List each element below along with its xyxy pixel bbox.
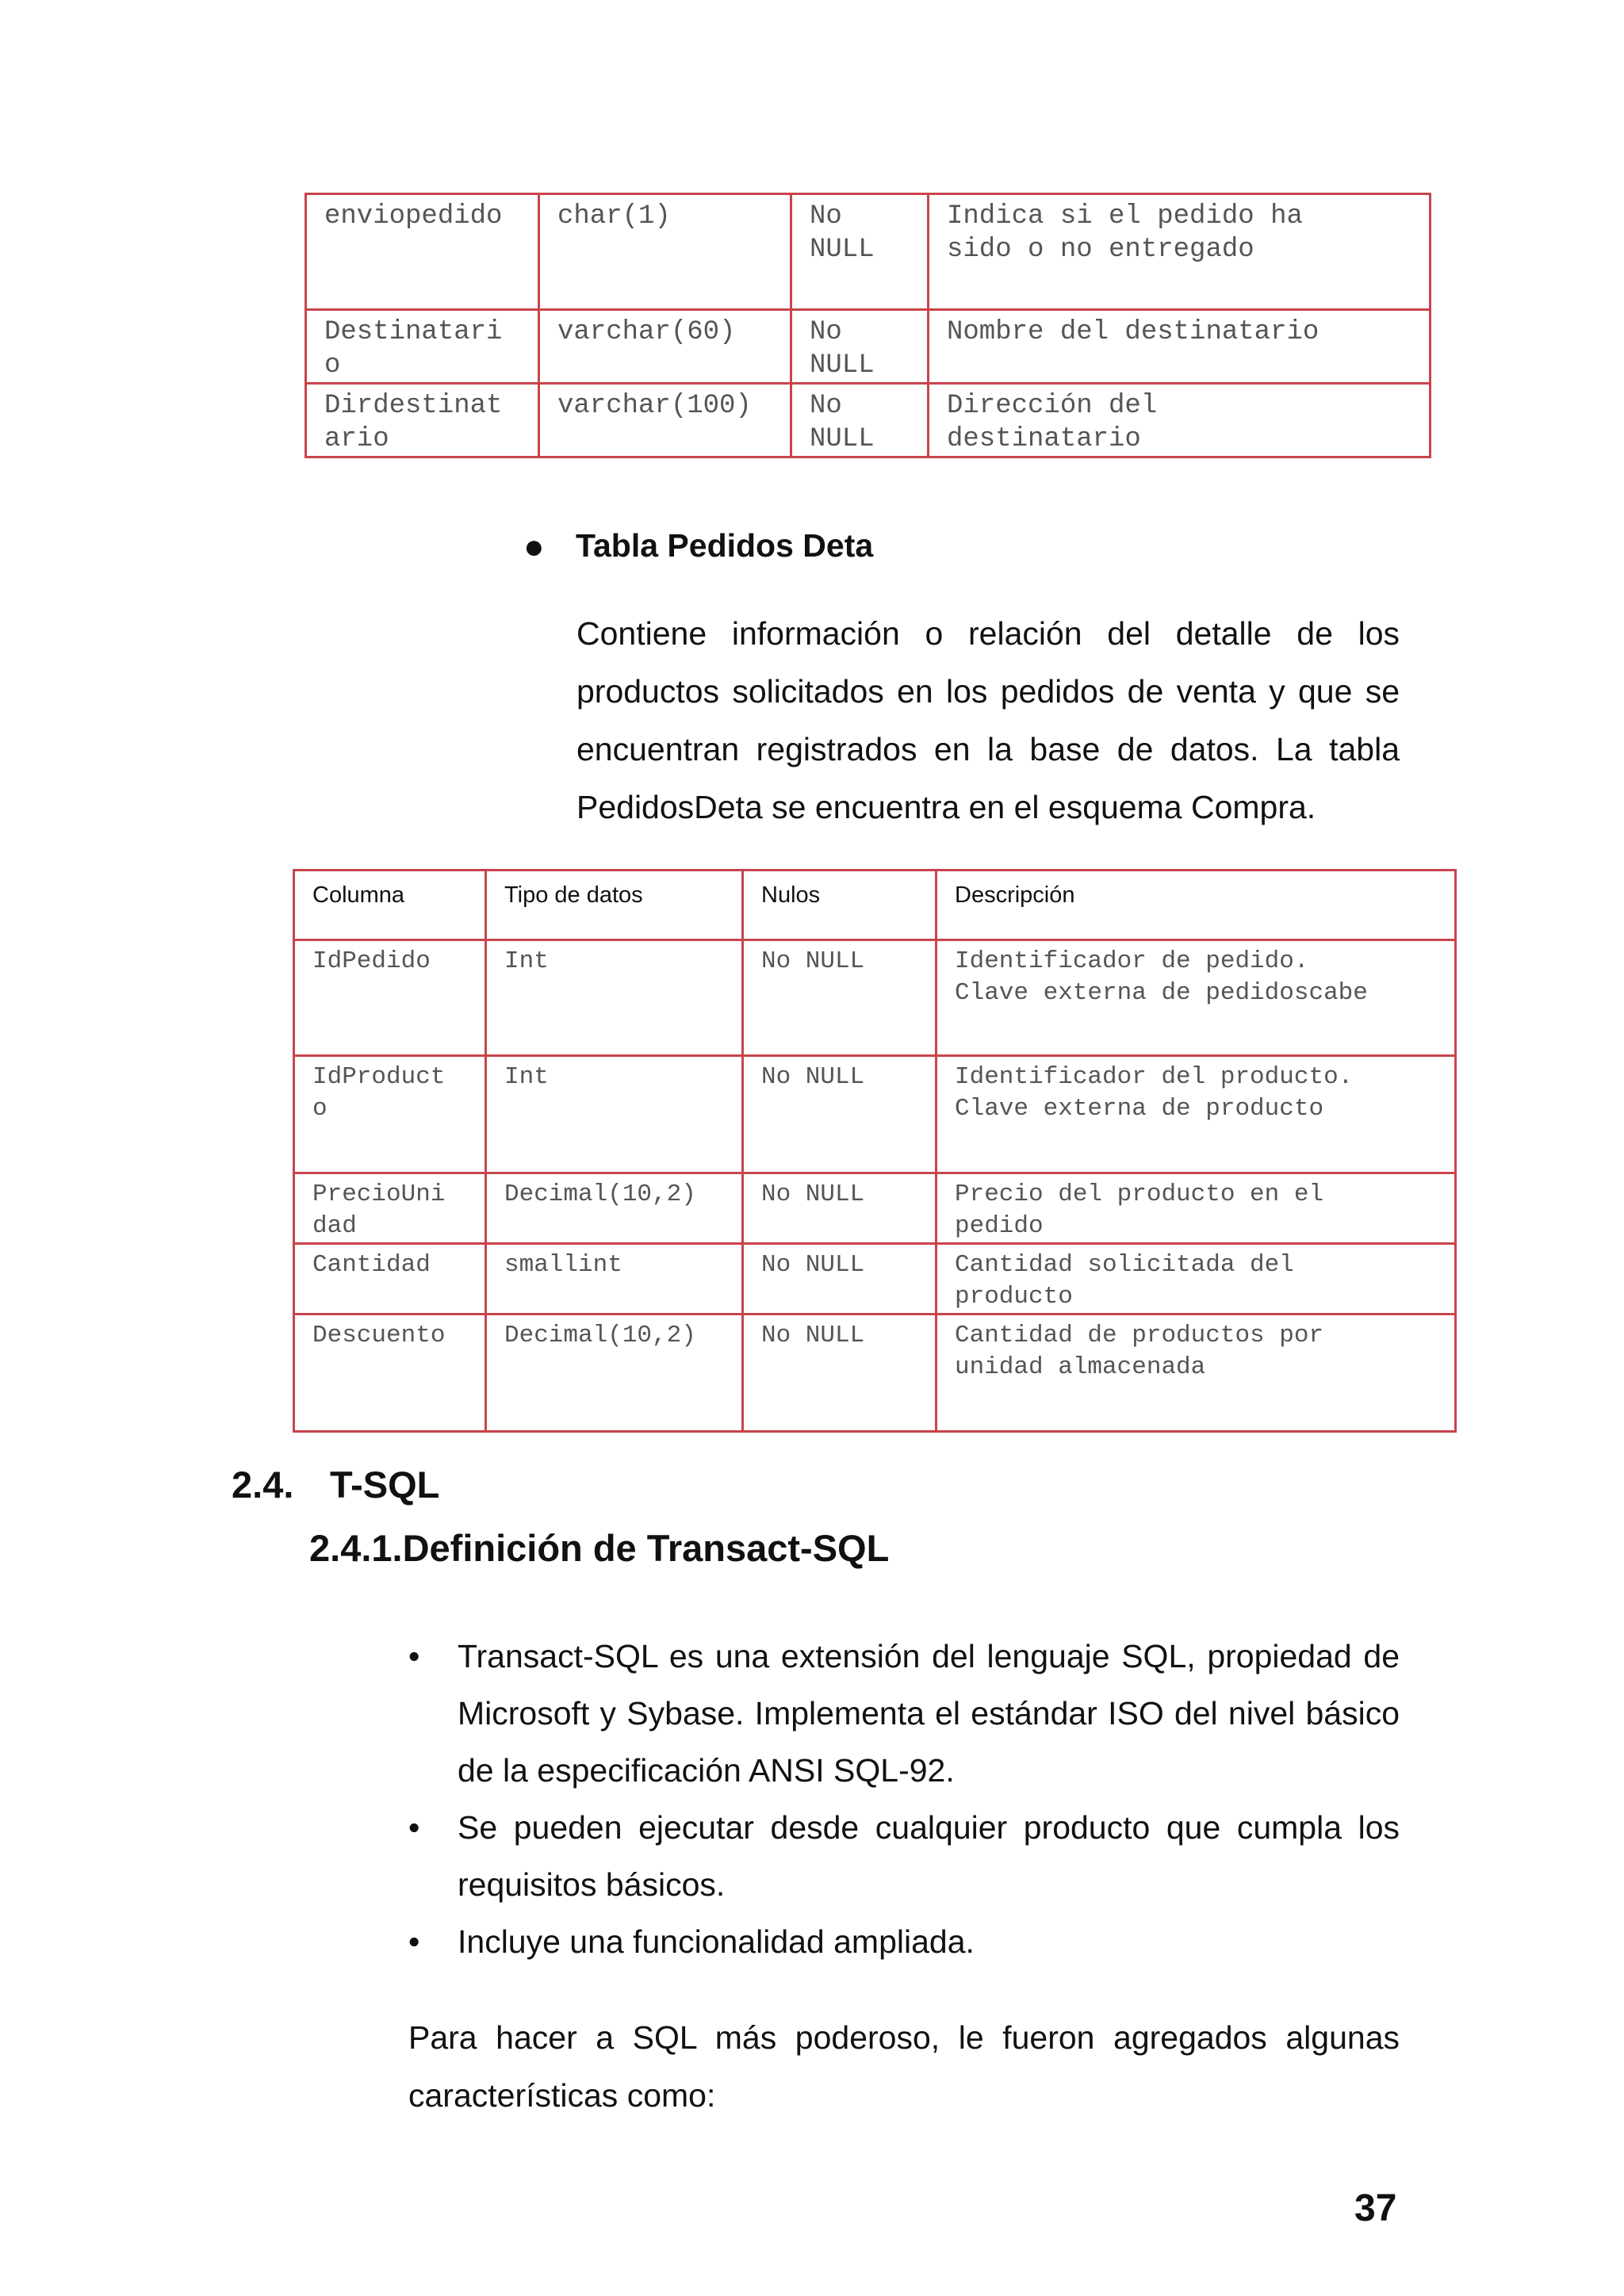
table-cell: No NULL (743, 1173, 936, 1244)
table-cell: No NULL (791, 310, 929, 384)
table-cell: Cantidad (294, 1244, 486, 1314)
table-cell: varchar(60) (539, 310, 791, 384)
table-cell: Int (486, 1056, 743, 1173)
table-cell: Identificador de pedido. Clave externa de pedidoscabe (936, 940, 1456, 1056)
list-item-text: Incluye una funcionalidad ampliada. (458, 1923, 975, 1960)
closing-paragraph: Para hacer a SQL más poderoso, le fueron agregados algunas características como: (408, 2019, 1400, 2114)
page-number: 37 (1354, 2187, 1397, 2229)
table-cell: char(1) (539, 194, 791, 310)
table-cell: IdProduct o (294, 1056, 486, 1173)
list-item (408, 1799, 1400, 1913)
table-row (294, 1173, 1456, 1244)
table-row (294, 1244, 1456, 1314)
table-cell: IdPedido (294, 940, 486, 1056)
table-cell: Dirdestinat ario (306, 384, 539, 457)
list-item-text: Se pueden ejecutar desde cualquier producto que cumpla los requisitos básicos. (458, 1809, 1400, 1903)
column-header: Nulos (743, 871, 936, 940)
table-cell: Cantidad de productos por unidad almacenada (936, 1314, 1456, 1432)
table-cell: varchar(100) (539, 384, 791, 457)
table-cell: Descuento (294, 1314, 486, 1432)
table-cell: Indica si el pedido ha sido o no entregado (929, 194, 1431, 310)
table-cell: PrecioUni dad (294, 1173, 486, 1244)
table-row (294, 1056, 1456, 1173)
table-row (306, 310, 1431, 384)
table-row (306, 194, 1431, 310)
bullet-marker: • (408, 1923, 420, 1960)
column-header: Descripción (936, 871, 1456, 940)
table-cell: Decimal(10,2) (486, 1173, 743, 1244)
list-item (408, 1628, 1400, 1799)
section-heading-title: T-SQL (330, 1464, 440, 1506)
table-cell: No NULL (743, 940, 936, 1056)
table-cell: No NULL (743, 1056, 936, 1173)
table-cell: Precio del producto en el pedido (936, 1173, 1456, 1244)
table-pedidos-deta (293, 869, 1457, 1433)
table-cell: No NULL (791, 194, 929, 310)
table-cell: Identificador del producto. Clave externa de producto (936, 1056, 1456, 1173)
table-cell: enviopedido (306, 194, 539, 310)
bullet-marker: ● (523, 527, 545, 566)
table-cell: Nombre del destinatario (929, 310, 1431, 384)
list-item (408, 1913, 1400, 1970)
table-pedidos-continuation (304, 193, 1431, 458)
table-header-row (294, 871, 1456, 940)
list-item-text: Transact-SQL es una extensión del lenguaje SQL, propiedad de Microsoft y Sybase. Implementa el estándar ISO del nivel básico de la especificación ANSI SQL-92. (458, 1638, 1400, 1789)
table-row (306, 384, 1431, 457)
table-cell: No NULL (743, 1244, 936, 1314)
table-cell: Int (486, 940, 743, 1056)
subsection-heading: 2.4.1.Definición de Transact-SQL (309, 1527, 890, 1569)
table-row (294, 1314, 1456, 1432)
table-cell: Destinatari o (306, 310, 539, 384)
section-paragraph: Contiene información o relación del detalle de los productos solicitados en los pedidos de venta y que se encuentran registrados en la base de datos. La tabla PedidosDeta se encuentra en el esquema Compra. (576, 615, 1400, 825)
column-header: Tipo de datos (486, 871, 743, 940)
column-header: Columna (294, 871, 486, 940)
section-number: 2.4. (232, 1464, 294, 1506)
table-cell: Dirección del destinatario (929, 384, 1431, 457)
table-cell: Decimal(10,2) (486, 1314, 743, 1432)
section-title: Tabla Pedidos Deta (576, 527, 874, 564)
table-row (294, 940, 1456, 1056)
table-cell: Cantidad solicitada del producto (936, 1244, 1456, 1314)
table-cell: No NULL (791, 384, 929, 457)
bullet-marker: • (408, 1638, 420, 1674)
table-cell: No NULL (743, 1314, 936, 1432)
bullet-marker: • (408, 1809, 420, 1846)
bullet-list (408, 1628, 1400, 1970)
table-cell: smallint (486, 1244, 743, 1314)
